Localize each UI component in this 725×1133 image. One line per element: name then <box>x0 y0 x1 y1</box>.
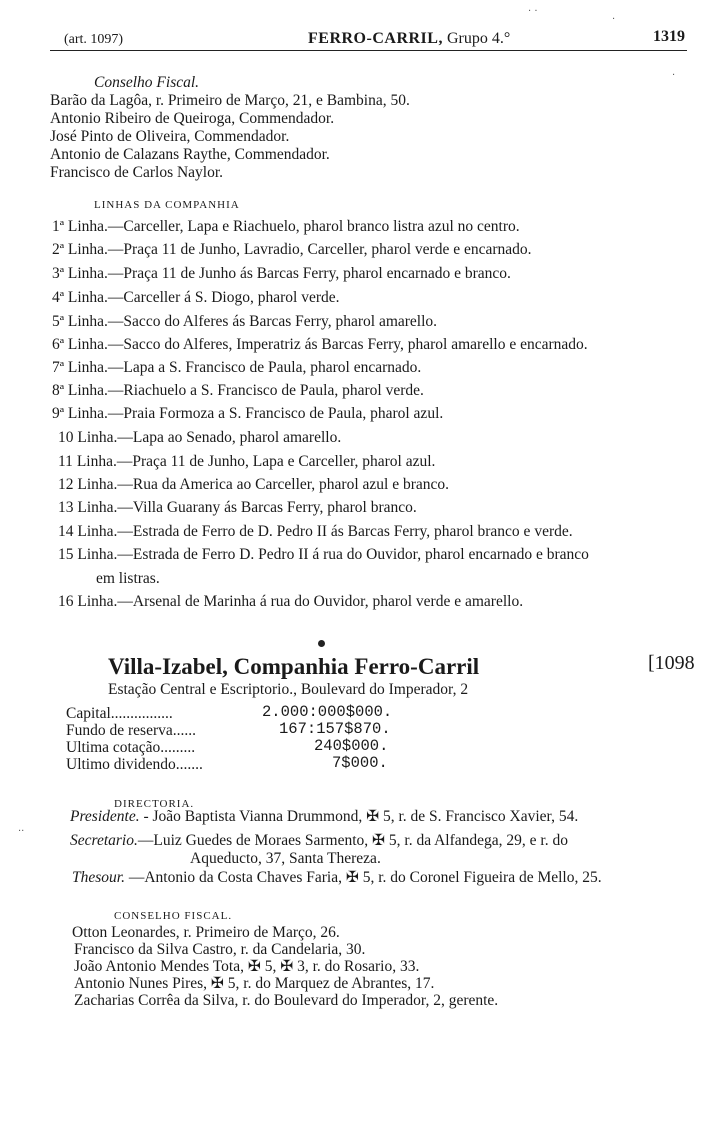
linha-item <box>52 313 437 331</box>
linha-text: Linha.—Praça 11 de Junho, Lapa e Carceller, pharol azul. <box>76 453 436 470</box>
conselho-fiscal-heading: Conselho Fiscal. <box>94 74 200 91</box>
linha-item <box>52 405 443 423</box>
scan-speck: ·· <box>18 826 25 837</box>
finance-value: 240$000. <box>314 737 389 755</box>
member-line: Zacharias Corrêa da Silva, r. do Boulevard do Imperador, 2, gerente. <box>74 992 499 1009</box>
linha-number: 10 <box>58 429 74 446</box>
linha-text: Linha.—Arsenal de Marinha á rua do Ouvidor, pharol verde e amarello. <box>77 593 524 610</box>
linha-text: Linha.—Sacco do Alferes ás Barcas Ferry, pharol amarello. <box>67 313 438 330</box>
member-line: Francisco da Silva Castro, r. da Candelaria, 30. <box>74 941 366 958</box>
director-line-continuation <box>190 850 381 868</box>
linha-item <box>52 382 424 400</box>
linha-item-continuation <box>96 570 160 588</box>
member-line: Antonio Nunes Pires, ✠ 5, r. do Marquez de Abrantes, 17. <box>74 975 435 992</box>
linha-text: Linha.—Villa Guarany ás Barcas Ferry, pharol branco. <box>77 499 417 516</box>
linha-number: 15 <box>58 546 74 563</box>
linha-number: 6ª <box>52 336 65 353</box>
header-title <box>308 30 510 48</box>
scan-speck: · <box>672 70 676 81</box>
director-line <box>70 808 578 826</box>
member-line: Antonio de Calazans Raythe, Commendador. <box>50 146 330 163</box>
director-line <box>72 869 602 887</box>
article-number: [1098 <box>648 652 695 674</box>
director-line <box>70 832 568 850</box>
linha-text: Linha.—Praia Formoza a S. Francisco de Paula, pharol azul. <box>67 405 444 422</box>
linha-number: 5ª <box>52 313 65 330</box>
header-rule <box>50 50 687 51</box>
linha-number: 8ª <box>52 382 65 399</box>
linha-text: Linha.—Rua da America ao Carceller, pharol azul e branco. <box>77 476 450 493</box>
company-title: Villa-Izabel, Companhia Ferro-Carril <box>108 654 480 679</box>
director-text: —Antonio da Costa Chaves Faria, ✠ 5, r. do Coronel Figueira de Mello, 25. <box>128 869 602 886</box>
scan-speck: · · <box>528 6 538 17</box>
director-text: Aqueducto, 37, Santa Thereza. <box>190 850 381 867</box>
linha-number: 9ª <box>52 405 65 422</box>
member-line: Francisco de Carlos Naylor. <box>50 164 224 181</box>
finance-label: Ultima cotação......... <box>66 739 196 756</box>
company-address: Estação Central e Escriptorio., Boulevard do Imperador, 2 <box>108 681 469 698</box>
linha-text: Linha.—Carceller, Lapa e Riachuelo, pharol branco listra azul no centro. <box>67 218 520 235</box>
linha-number: 7ª <box>52 359 65 376</box>
finance-value: 7$000. <box>332 754 388 772</box>
linha-number: 1ª <box>52 218 65 235</box>
member-line: Otton Leonardes, r. Primeiro de Março, 26. <box>72 924 340 941</box>
linha-item <box>58 593 523 611</box>
director-role: Thesour. <box>72 869 125 886</box>
linha-item <box>52 218 520 236</box>
finance-label: Ultimo dividendo....... <box>66 756 203 773</box>
section-bullet <box>318 640 325 647</box>
member-line: João Antonio Mendes Tota, ✠ 5, ✠ 3, r. do Rosario, 33. <box>74 958 420 975</box>
linha-number: 14 <box>58 523 74 540</box>
linha-item <box>58 546 589 564</box>
running-header <box>50 28 685 50</box>
finance-value: 2.000:000$000. <box>262 703 393 721</box>
linha-item <box>52 359 421 377</box>
linhas-heading: LINHAS DA COMPANHIA <box>94 199 240 211</box>
member-line: Barão da Lagôa, r. Primeiro de Março, 21, e Bambina, 50. <box>50 92 410 109</box>
header-title-sub: Grupo 4.° <box>446 30 511 47</box>
linha-item <box>58 476 449 494</box>
linha-text: em listras. <box>96 570 160 587</box>
scan-speck: · <box>612 14 616 25</box>
header-article-ref: (art. 1097) <box>64 32 124 47</box>
header-title-main: FERRO-CARRIL, <box>308 30 443 47</box>
linha-text: Linha.—Sacco do Alferes, Imperatriz ás Barcas Ferry, pharol amarello e encarnado. <box>67 336 588 353</box>
linha-number: 3ª <box>52 265 65 282</box>
linha-number: 11 <box>58 453 73 470</box>
linha-number: 12 <box>58 476 74 493</box>
linha-text: Linha.—Riachuelo a S. Francisco de Paula, pharol verde. <box>67 382 424 399</box>
conselho-fiscal-2-heading: CONSELHO FISCAL. <box>114 910 233 922</box>
linha-item <box>52 289 340 307</box>
directoria-heading: DIRECTORIA. <box>114 798 195 810</box>
linha-text: Linha.—Lapa ao Senado, pharol amarello. <box>77 429 342 446</box>
linha-text: Linha.—Praça 11 de Junho ás Barcas Ferry, pharol encarnado e branco. <box>67 265 511 282</box>
linha-item <box>58 453 435 471</box>
linha-text: Linha.—Carceller á S. Diogo, pharol verde. <box>67 289 340 306</box>
linha-number: 2ª <box>52 241 65 258</box>
member-line: José Pinto de Oliveira, Commendador. <box>50 128 290 145</box>
director-role: Presidente. <box>70 808 140 825</box>
finance-value: 167:157$870. <box>279 720 391 738</box>
linha-text: Linha.—Estrada de Ferro D. Pedro II á rua do Ouvidor, pharol encarnado e branco <box>77 546 589 563</box>
page-number: 1319 <box>653 28 685 45</box>
linha-text: Linha.—Praça 11 de Junho, Lavradio, Carceller, pharol verde e encarnado. <box>67 241 532 258</box>
linha-number: 13 <box>58 499 74 516</box>
director-text: —Luiz Guedes de Moraes Sarmento, ✠ 5, r. da Alfandega, 29, e r. do <box>137 832 568 849</box>
linha-item <box>52 336 588 354</box>
finance-label: Fundo de reserva...... <box>66 722 196 739</box>
linha-item <box>58 429 341 447</box>
linha-item <box>58 523 573 541</box>
director-text: - João Baptista Vianna Drummond, ✠ 5, r. de S. Francisco Xavier, 54. <box>143 808 579 825</box>
linha-number: 16 <box>58 593 74 610</box>
linha-text: Linha.—Estrada de Ferro de D. Pedro II ás Barcas Ferry, pharol branco e verde. <box>77 523 573 540</box>
linha-item <box>52 265 511 283</box>
member-line: Antonio Ribeiro de Queiroga, Commendador. <box>50 110 335 127</box>
linha-item <box>52 241 532 259</box>
director-role: Secretario. <box>70 832 138 849</box>
linha-text: Linha.—Lapa a S. Francisco de Paula, pharol encarnado. <box>67 359 422 376</box>
finance-label: Capital................ <box>66 705 173 722</box>
linha-item <box>58 499 417 517</box>
linha-number: 4ª <box>52 289 65 306</box>
